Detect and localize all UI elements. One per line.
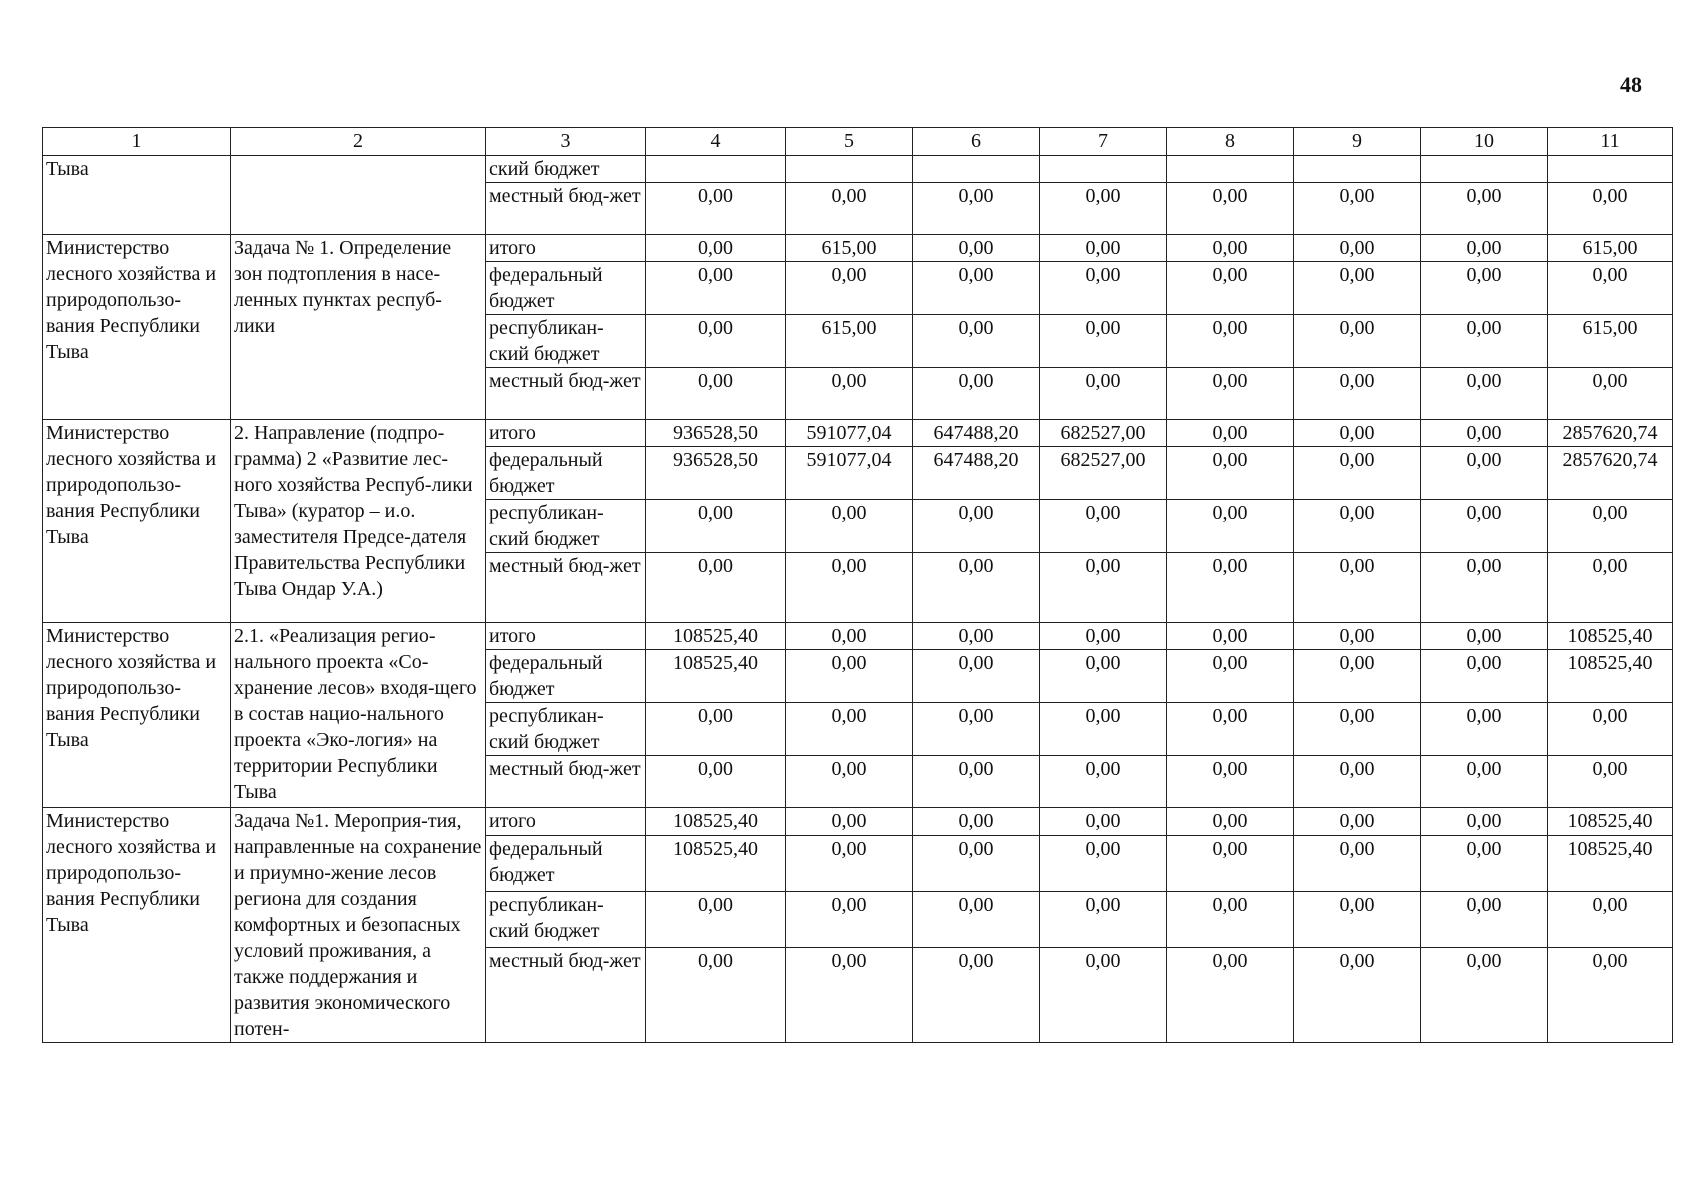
amount-cell: 0,00 <box>786 756 913 808</box>
amount-cell: 591077,04 <box>786 420 913 447</box>
amount-cell: 0,00 <box>646 756 786 808</box>
amount-cell: 0,00 <box>913 553 1040 623</box>
amount-cell: 682527,00 <box>1040 447 1167 500</box>
amount-cell: 108525,40 <box>646 623 786 650</box>
amount-cell: 0,00 <box>1167 500 1294 553</box>
amount-cell: 0,00 <box>646 500 786 553</box>
amount-cell: 0,00 <box>1421 368 1548 420</box>
funding-source-cell: федеральный бюджет <box>486 836 646 892</box>
funding-source-cell: федеральный бюджет <box>486 447 646 500</box>
column-header: 4 <box>646 128 786 156</box>
amount-cell: 0,00 <box>913 948 1040 1043</box>
amount-cell: 615,00 <box>1548 315 1673 368</box>
funding-source-cell: федеральный бюджет <box>486 650 646 703</box>
amount-cell: 0,00 <box>786 368 913 420</box>
funding-source-cell: ский бюджет <box>486 156 646 183</box>
funding-source-cell: федеральный бюджет <box>486 262 646 315</box>
amount-cell: 0,00 <box>786 948 913 1043</box>
amount-cell: 0,00 <box>1548 183 1673 235</box>
amount-cell: 0,00 <box>1167 892 1294 948</box>
amount-cell: 0,00 <box>1421 836 1548 892</box>
amount-cell: 0,00 <box>1421 808 1548 836</box>
amount-cell: 0,00 <box>1294 183 1421 235</box>
column-header: 1 <box>43 128 231 156</box>
amount-cell: 0,00 <box>1421 650 1548 703</box>
amount-cell: 591077,04 <box>786 447 913 500</box>
amount-cell: 0,00 <box>1167 420 1294 447</box>
amount-cell: 0,00 <box>646 703 786 756</box>
amount-cell: 0,00 <box>646 183 786 235</box>
amount-cell: 0,00 <box>786 703 913 756</box>
amount-cell: 936528,50 <box>646 420 786 447</box>
amount-cell: 0,00 <box>1421 447 1548 500</box>
amount-cell: 0,00 <box>1167 703 1294 756</box>
amount-cell: 0,00 <box>1294 500 1421 553</box>
table-row <box>43 623 1673 650</box>
amount-cell: 0,00 <box>913 836 1040 892</box>
amount-cell: 0,00 <box>1421 623 1548 650</box>
amount-cell: 0,00 <box>1040 756 1167 808</box>
amount-cell: 647488,20 <box>913 420 1040 447</box>
amount-cell: 0,00 <box>913 808 1040 836</box>
funding-source-cell: итого <box>486 420 646 447</box>
column-header: 3 <box>486 128 646 156</box>
amount-cell: 0,00 <box>1421 235 1548 262</box>
column-header: 7 <box>1040 128 1167 156</box>
funding-source-cell: местный бюд-жет <box>486 948 646 1043</box>
amount-cell: 0,00 <box>1548 948 1673 1043</box>
amount-cell: 0,00 <box>1294 420 1421 447</box>
column-header: 8 <box>1167 128 1294 156</box>
funding-source-cell: местный бюд-жет <box>486 756 646 808</box>
funding-source-cell: республикан-ский бюджет <box>486 892 646 948</box>
amount-cell: 108525,40 <box>1548 623 1673 650</box>
amount-cell: 0,00 <box>1548 553 1673 623</box>
organization-cell: Министерство лесного хозяйства и природопользо-вания Республики Тыва <box>43 235 231 420</box>
amount-cell <box>1167 156 1294 183</box>
amount-cell: 0,00 <box>646 262 786 315</box>
amount-cell: 0,00 <box>1548 703 1673 756</box>
funding-source-cell: местный бюд-жет <box>486 368 646 420</box>
amount-cell: 2857620,74 <box>1548 447 1673 500</box>
amount-cell <box>1548 156 1673 183</box>
amount-cell: 0,00 <box>1421 703 1548 756</box>
amount-cell: 0,00 <box>1040 500 1167 553</box>
amount-cell: 108525,40 <box>1548 650 1673 703</box>
column-header: 10 <box>1421 128 1548 156</box>
description-cell: 2. Направление (подпро-грамма) 2 «Развитие лес-ного хозяйства Респуб-лики Тыва» (куратор – и.о. заместителя Предсе-дателя Правительства Республики Тыва Ондар У.А.) <box>231 420 486 623</box>
amount-cell: 0,00 <box>1040 623 1167 650</box>
amount-cell: 0,00 <box>1421 500 1548 553</box>
amount-cell: 108525,40 <box>646 808 786 836</box>
amount-cell: 0,00 <box>1040 315 1167 368</box>
amount-cell: 0,00 <box>913 262 1040 315</box>
funding-source-cell: республикан-ский бюджет <box>486 703 646 756</box>
table-body <box>43 156 1673 1043</box>
amount-cell: 0,00 <box>1040 808 1167 836</box>
amount-cell: 0,00 <box>1167 650 1294 703</box>
amount-cell: 0,00 <box>1167 623 1294 650</box>
amount-cell: 0,00 <box>1294 808 1421 836</box>
amount-cell: 0,00 <box>1167 836 1294 892</box>
amount-cell: 682527,00 <box>1040 420 1167 447</box>
column-header: 9 <box>1294 128 1421 156</box>
amount-cell: 0,00 <box>1167 315 1294 368</box>
amount-cell <box>913 156 1040 183</box>
organization-cell: Министерство лесного хозяйства и природопользо-вания Республики Тыва <box>43 420 231 623</box>
amount-cell: 936528,50 <box>646 447 786 500</box>
amount-cell: 0,00 <box>1294 553 1421 623</box>
amount-cell: 0,00 <box>786 892 913 948</box>
amount-cell: 0,00 <box>1040 368 1167 420</box>
amount-cell: 0,00 <box>1294 262 1421 315</box>
amount-cell: 0,00 <box>913 368 1040 420</box>
amount-cell: 0,00 <box>646 315 786 368</box>
amount-cell: 108525,40 <box>1548 808 1673 836</box>
amount-cell: 0,00 <box>1294 703 1421 756</box>
amount-cell: 0,00 <box>646 368 786 420</box>
column-header: 6 <box>913 128 1040 156</box>
amount-cell: 0,00 <box>1040 836 1167 892</box>
table-row <box>43 235 1673 262</box>
funding-source-cell: местный бюд-жет <box>486 183 646 235</box>
column-number-row <box>43 128 1673 156</box>
amount-cell: 0,00 <box>1040 262 1167 315</box>
amount-cell: 0,00 <box>646 948 786 1043</box>
amount-cell: 0,00 <box>1548 262 1673 315</box>
amount-cell: 0,00 <box>1040 892 1167 948</box>
amount-cell: 0,00 <box>913 500 1040 553</box>
page-number: 48 <box>1620 72 1642 97</box>
column-header: 11 <box>1548 128 1673 156</box>
amount-cell <box>1040 156 1167 183</box>
amount-cell: 0,00 <box>913 756 1040 808</box>
amount-cell: 0,00 <box>786 262 913 315</box>
amount-cell: 0,00 <box>1294 368 1421 420</box>
funding-source-cell: итого <box>486 623 646 650</box>
funding-source-cell: итого <box>486 235 646 262</box>
amount-cell: 0,00 <box>1548 756 1673 808</box>
amount-cell: 0,00 <box>1548 500 1673 553</box>
amount-cell: 0,00 <box>1294 650 1421 703</box>
amount-cell: 0,00 <box>1167 447 1294 500</box>
amount-cell: 0,00 <box>646 553 786 623</box>
amount-cell: 0,00 <box>1040 650 1167 703</box>
amount-cell: 0,00 <box>1294 235 1421 262</box>
amount-cell: 647488,20 <box>913 447 1040 500</box>
amount-cell: 0,00 <box>1167 756 1294 808</box>
description-cell: Задача № 1. Определение зон подтопления в насе-ленных пунктах респуб-лики <box>231 235 486 420</box>
amount-cell: 2857620,74 <box>1548 420 1673 447</box>
table-row <box>43 420 1673 447</box>
amount-cell: 0,00 <box>1294 315 1421 368</box>
amount-cell: 0,00 <box>1548 368 1673 420</box>
table-row <box>43 156 1673 183</box>
amount-cell <box>646 156 786 183</box>
amount-cell: 615,00 <box>1548 235 1673 262</box>
amount-cell: 0,00 <box>646 235 786 262</box>
amount-cell: 0,00 <box>1548 892 1673 948</box>
amount-cell: 0,00 <box>1421 553 1548 623</box>
amount-cell <box>1294 156 1421 183</box>
amount-cell: 615,00 <box>786 235 913 262</box>
column-header: 5 <box>786 128 913 156</box>
amount-cell: 0,00 <box>786 183 913 235</box>
organization-cell: Министерство лесного хозяйства и природопользо-вания Республики Тыва <box>43 808 231 1043</box>
amount-cell <box>786 156 913 183</box>
amount-cell: 0,00 <box>1294 623 1421 650</box>
organization-cell: Министерство лесного хозяйства и природопользо-вания Республики Тыва <box>43 623 231 808</box>
amount-cell: 0,00 <box>1040 703 1167 756</box>
amount-cell: 0,00 <box>1421 948 1548 1043</box>
amount-cell: 0,00 <box>786 836 913 892</box>
amount-cell: 0,00 <box>1421 420 1548 447</box>
amount-cell: 0,00 <box>913 892 1040 948</box>
amount-cell: 0,00 <box>913 315 1040 368</box>
amount-cell <box>1421 156 1548 183</box>
amount-cell: 0,00 <box>786 808 913 836</box>
amount-cell: 0,00 <box>1294 948 1421 1043</box>
table-row <box>43 808 1673 836</box>
budget-table <box>42 127 1673 1043</box>
column-header: 2 <box>231 128 486 156</box>
amount-cell: 0,00 <box>786 500 913 553</box>
amount-cell: 0,00 <box>1167 262 1294 315</box>
amount-cell: 0,00 <box>1421 892 1548 948</box>
amount-cell: 108525,40 <box>646 836 786 892</box>
amount-cell: 0,00 <box>1421 183 1548 235</box>
amount-cell: 0,00 <box>1294 756 1421 808</box>
amount-cell: 0,00 <box>1421 756 1548 808</box>
amount-cell: 0,00 <box>1040 553 1167 623</box>
amount-cell: 0,00 <box>1421 315 1548 368</box>
amount-cell: 0,00 <box>913 703 1040 756</box>
amount-cell: 0,00 <box>786 553 913 623</box>
description-cell: Задача №1. Мероприя-тия, направленные на сохранение и приумно-жение лесов региона для создания комфортных и безопасных условий проживания, а также поддержания и развития экономического потен- <box>231 808 486 1043</box>
amount-cell: 0,00 <box>913 650 1040 703</box>
organization-cell: Тыва <box>43 156 231 235</box>
amount-cell: 0,00 <box>1167 948 1294 1043</box>
amount-cell: 0,00 <box>1294 836 1421 892</box>
amount-cell: 0,00 <box>1040 948 1167 1043</box>
amount-cell: 0,00 <box>786 623 913 650</box>
amount-cell: 0,00 <box>1040 183 1167 235</box>
amount-cell: 0,00 <box>1040 235 1167 262</box>
funding-source-cell: местный бюд-жет <box>486 553 646 623</box>
funding-source-cell: республикан-ский бюджет <box>486 315 646 368</box>
amount-cell: 0,00 <box>1421 262 1548 315</box>
amount-cell: 0,00 <box>1294 892 1421 948</box>
amount-cell: 0,00 <box>1167 368 1294 420</box>
amount-cell: 0,00 <box>1167 235 1294 262</box>
amount-cell: 0,00 <box>1167 808 1294 836</box>
amount-cell: 108525,40 <box>1548 836 1673 892</box>
amount-cell: 108525,40 <box>646 650 786 703</box>
amount-cell: 0,00 <box>913 623 1040 650</box>
amount-cell: 0,00 <box>646 892 786 948</box>
description-cell: 2.1. «Реализация регио-нального проекта «Со-хранение лесов» входя-щего в состав нацио-нального проекта «Эко-логия» на территории Республики Тыва <box>231 623 486 808</box>
amount-cell: 615,00 <box>786 315 913 368</box>
funding-source-cell: республикан-ский бюджет <box>486 500 646 553</box>
amount-cell: 0,00 <box>1294 447 1421 500</box>
amount-cell: 0,00 <box>786 650 913 703</box>
amount-cell: 0,00 <box>913 183 1040 235</box>
description-cell <box>231 156 486 235</box>
amount-cell: 0,00 <box>913 235 1040 262</box>
funding-source-cell: итого <box>486 808 646 836</box>
amount-cell: 0,00 <box>1167 553 1294 623</box>
amount-cell: 0,00 <box>1167 183 1294 235</box>
